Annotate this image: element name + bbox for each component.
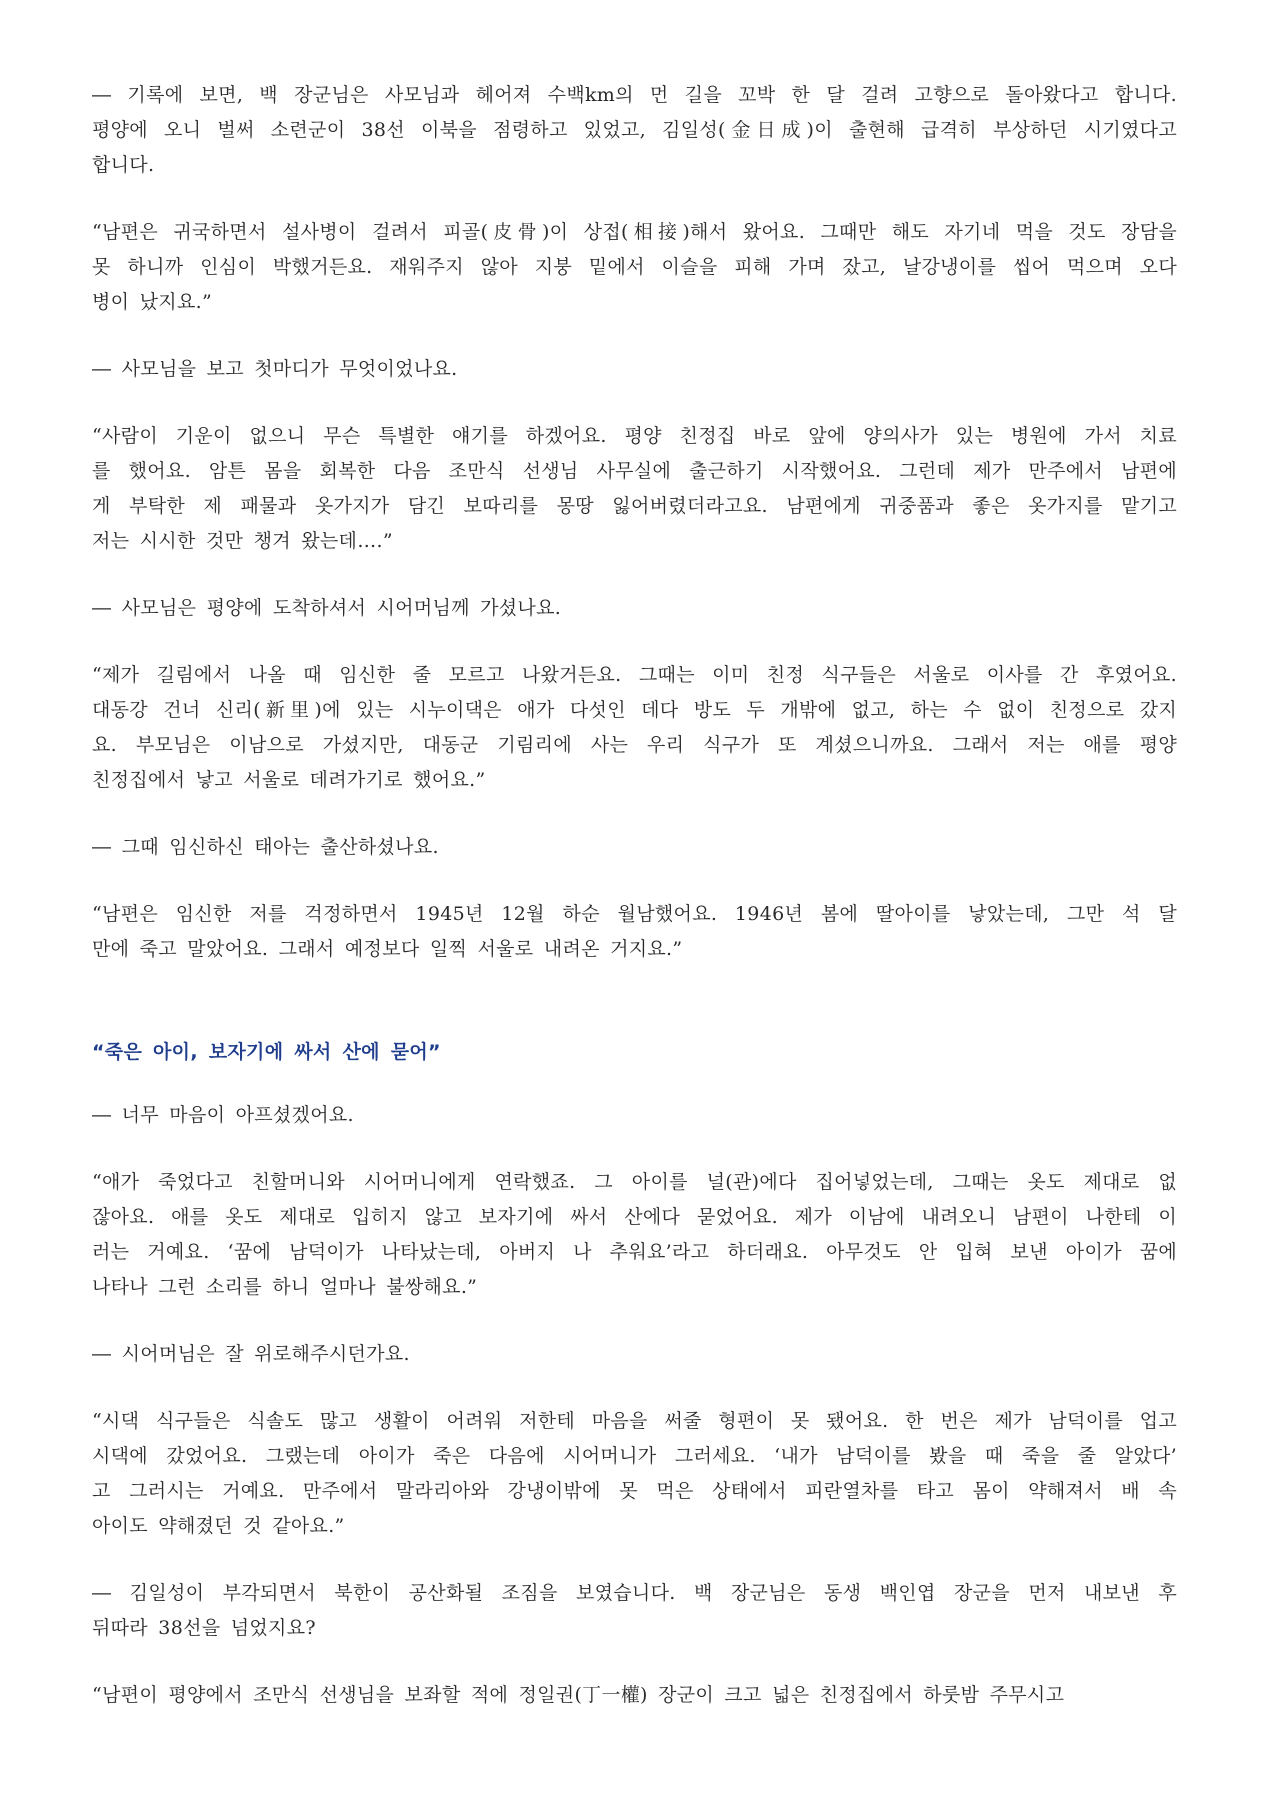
paragraph-line: 합니다. — [92, 154, 155, 176]
section1-paragraph — [92, 215, 1177, 320]
paragraph-line: 잖아요. 애를 옷도 제대로 입히지 않고 보자기에 싸서 산에다 묻었어요. 제가 이남에 내려오니 남편이 나한테 이 — [92, 1206, 1177, 1228]
paragraph-line: 평양에 오니 벌써 소련군이 38선 이북을 점령하고 있었고, 김일성(金日成)이 출현해 급격히 부상하던 시기였다고 — [92, 119, 1177, 141]
section1-paragraph — [92, 591, 1177, 626]
paragraph-line: “남편은 귀국하면서 설사병이 걸려서 피골(皮骨)이 상접(相接)해서 왔어요. 그때만 해도 자기네 먹을 것도 장담을 — [92, 221, 1177, 243]
section2-paragraph — [92, 1098, 1177, 1133]
paragraph-line: ― 사모님은 평양에 도착하셔서 시어머님께 가셨나요. — [92, 597, 562, 619]
paragraph-line: 친정집에서 낳고 서울로 데려가기로 했어요.” — [92, 769, 486, 791]
paragraph-line: ― 기록에 보면, 백 장군님은 사모님과 헤어져 수백km의 먼 길을 꼬박 한 달 걸려 고향으로 돌아왔다고 합니다. — [92, 84, 1177, 106]
section2-paragraph — [92, 1337, 1177, 1372]
paragraph-line: 러는 거예요. ‘꿈에 남덕이가 나타났는데, 아버지 나 추워요’라고 하더래요. 아무것도 안 입혀 보낸 아이가 꿈에 — [92, 1241, 1177, 1263]
paragraph-line: 를 했어요. 암튼 몸을 회복한 다음 조만식 선생님 사무실에 출근하기 시작했어요. 그런데 제가 만주에서 남편에 — [92, 460, 1177, 482]
paragraph-line: 대동강 건너 신리(新里)에 있는 시누이댁은 애가 다섯인 데다 방도 두 개밖에 없고, 하는 수 없이 친정으로 갔지 — [92, 699, 1177, 721]
section2-paragraph — [92, 1165, 1177, 1305]
paragraph-line: ― 시어머님은 잘 위로해주시던가요. — [92, 1343, 410, 1365]
paragraph-line: “남편이 평양에서 조만식 선생님을 보좌할 적에 정일권(丁一權) 장군이 크고 넓은 친정집에서 하룻밤 주무시고 — [92, 1684, 1065, 1706]
paragraph-line: 만에 죽고 말았어요. 그래서 예정보다 일찍 서울로 내려온 거지요.” — [92, 938, 683, 960]
paragraph-line: “시댁 식구들은 식솔도 많고 생활이 어려워 저한테 마음을 써줄 형편이 못 됐어요. 한 번은 제가 남덕이를 업고 — [92, 1410, 1177, 1432]
paragraph-line: 병이 났지요.” — [92, 291, 212, 313]
section2-paragraph — [92, 1678, 1177, 1713]
paragraph-line: 게 부탁한 제 패물과 옷가지가 담긴 보따리를 몽땅 잃어버렸더라고요. 남편에게 귀중품과 좋은 옷가지를 맡기고 — [92, 495, 1177, 517]
paragraph-line: 요. 부모님은 이남으로 가셨지만, 대동군 기림리에 사는 우리 식구가 또 계셨으니까요. 그래서 저는 애를 평양 — [92, 734, 1177, 756]
section-subheading: “죽은 아이, 보자기에 싸서 산에 묻어” — [92, 1041, 441, 1063]
paragraph-line: 뒤따라 38선을 넘었지요? — [92, 1617, 316, 1639]
paragraph-line: “사람이 기운이 없으니 무슨 특별한 얘기를 하겠어요. 평양 친정집 바로 앞에 양의사가 있는 병원에 가서 치료 — [92, 425, 1177, 447]
section2-paragraph — [92, 1404, 1177, 1544]
paragraph-line: “제가 길림에서 나올 때 임신한 줄 모르고 나왔거든요. 그때는 이미 친정 식구들은 서울로 이사를 간 후였어요. — [92, 664, 1177, 686]
paragraph-line: ― 사모님을 보고 첫마디가 무엇이었나요. — [92, 358, 458, 380]
section1-paragraph — [92, 78, 1177, 183]
section1-paragraph — [92, 830, 1177, 865]
interview-section-1 — [92, 78, 1177, 967]
paragraph-line: 고 그러시는 거예요. 만주에서 말라리아와 강냉이밖에 못 먹은 상태에서 피란열차를 타고 몸이 약해져서 배 속 — [92, 1480, 1177, 1502]
paragraph-line: ― 너무 마음이 아프셨겠어요. — [92, 1104, 354, 1126]
paragraph-line: ― 김일성이 부각되면서 북한이 공산화될 조짐을 보였습니다. 백 장군님은 동생 백인엽 장군을 먼저 내보낸 후 — [92, 1582, 1177, 1604]
paragraph-line: 시댁에 갔었어요. 그랬는데 아이가 죽은 다음에 시어머니가 그러세요. ‘내가 남덕이를 봤을 때 죽을 줄 알았다’ — [92, 1445, 1177, 1467]
section2-paragraph — [92, 1576, 1177, 1646]
paragraph-line: 아이도 약해졌던 것 같아요.” — [92, 1515, 345, 1537]
paragraph-line: “남편은 임신한 저를 걱정하면서 1945년 12월 하순 월남했어요. 1946년 봄에 딸아이를 낳았는데, 그만 석 달 — [92, 903, 1177, 925]
section1-paragraph — [92, 658, 1177, 798]
paragraph-line: “애가 죽었다고 친할머니와 시어머니에게 연락했죠. 그 아이를 널(관)에다 집어넣었는데, 그때는 옷도 제대로 없 — [92, 1171, 1177, 1193]
interview-section-2 — [92, 1098, 1177, 1713]
section1-paragraph — [92, 419, 1177, 559]
paragraph-line: 나타나 그런 소리를 하니 얼마나 불쌍해요.” — [92, 1276, 478, 1298]
paragraph-line: 못 하니까 인심이 박했거든요. 재워주지 않아 지붕 밑에서 이슬을 피해 가며 잤고, 날강냉이를 씹어 먹으며 오다 — [92, 256, 1177, 278]
section1-paragraph — [92, 352, 1177, 387]
paragraph-line: ― 그때 임신하신 태아는 출산하셨나요. — [92, 836, 439, 858]
section1-paragraph — [92, 897, 1177, 967]
paragraph-line: 저는 시시한 것만 챙겨 왔는데….” — [92, 530, 393, 552]
